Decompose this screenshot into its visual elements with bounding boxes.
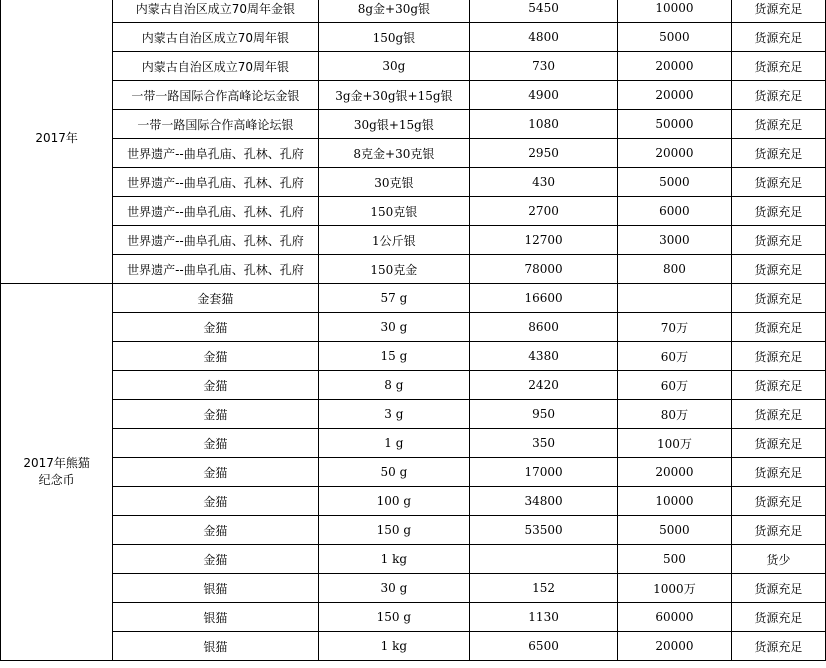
table-row [1,545,826,574]
price-cell: 53500 [470,516,618,545]
stock-status-cell: 货源充足 [731,603,825,632]
spec-cell: 30 g [318,574,469,603]
coin-name-cell: 内蒙古自治区成立70周年银 [113,23,318,52]
stock-status-cell: 货源充足 [731,52,825,81]
spec-cell: 30g [318,52,469,81]
coin-name-cell: 世界遗产--曲阜孔庙、孔林、孔府 [113,168,318,197]
quantity-cell: 20000 [618,52,732,81]
coin-name-cell: 银猫 [113,574,318,603]
stock-status-cell: 货源充足 [731,284,825,313]
quantity-cell: 800 [618,255,732,284]
price-cell: 1080 [470,110,618,139]
quantity-cell: 20000 [618,139,732,168]
table-row [1,429,826,458]
price-cell: 2700 [470,197,618,226]
coin-name-cell: 金猫 [113,342,318,371]
price-cell: 4900 [470,81,618,110]
price-cell: 152 [470,574,618,603]
price-cell: 8600 [470,313,618,342]
price-cell: 730 [470,52,618,81]
table-body [1,0,826,661]
coin-name-cell: 世界遗产--曲阜孔庙、孔林、孔府 [113,139,318,168]
stock-status-cell: 货源充足 [731,516,825,545]
stock-status-cell: 货源充足 [731,429,825,458]
spec-cell: 150 g [318,603,469,632]
coin-name-cell: 世界遗产--曲阜孔庙、孔林、孔府 [113,197,318,226]
table-row [1,313,826,342]
quantity-cell: 6000 [618,197,732,226]
table-row [1,23,826,52]
spec-cell: 3 g [318,400,469,429]
coin-name-cell: 金猫 [113,371,318,400]
quantity-cell: 70万 [618,313,732,342]
quantity-cell: 60万 [618,371,732,400]
quantity-cell: 60000 [618,603,732,632]
spec-cell: 100 g [318,487,469,516]
quantity-cell: 5000 [618,168,732,197]
stock-status-cell: 货源充足 [731,197,825,226]
table-row [1,110,826,139]
stock-status-cell: 货源充足 [731,23,825,52]
coin-name-cell: 世界遗产--曲阜孔庙、孔林、孔府 [113,255,318,284]
coin-name-cell: 银猫 [113,603,318,632]
quantity-cell: 5000 [618,516,732,545]
spec-cell: 30 g [318,313,469,342]
price-cell: 16600 [470,284,618,313]
spec-cell: 1 g [318,429,469,458]
stock-status-cell: 货源充足 [731,342,825,371]
table-row [1,574,826,603]
table-row [1,197,826,226]
price-cell: 350 [470,429,618,458]
spec-cell: 15 g [318,342,469,371]
group-label-cell: 2017年 [1,0,113,284]
table-row [1,52,826,81]
quantity-cell: 3000 [618,226,732,255]
spec-cell: 150g银 [318,23,469,52]
spec-cell: 1公斤银 [318,226,469,255]
table-row [1,284,826,313]
table-row [1,603,826,632]
spec-cell: 57 g [318,284,469,313]
group-label-cell: 2017年熊猫纪念币 [1,284,113,661]
quantity-cell: 5000 [618,23,732,52]
price-cell [470,545,618,574]
stock-status-cell: 货源充足 [731,632,825,661]
stock-status-cell: 货源充足 [731,168,825,197]
price-cell: 950 [470,400,618,429]
table-row [1,255,826,284]
stock-status-cell: 货源充足 [731,110,825,139]
coin-name-cell: 金猫 [113,545,318,574]
stock-status-cell: 货源充足 [731,0,825,23]
spec-cell: 1 kg [318,545,469,574]
price-cell: 430 [470,168,618,197]
spec-cell: 150 g [318,516,469,545]
spec-cell: 1 kg [318,632,469,661]
stock-status-cell: 货源充足 [731,81,825,110]
table-row [1,81,826,110]
price-cell: 2950 [470,139,618,168]
spec-cell: 150克金 [318,255,469,284]
coin-name-cell: 世界遗产--曲阜孔庙、孔林、孔府 [113,226,318,255]
price-cell: 4800 [470,23,618,52]
quantity-cell: 20000 [618,458,732,487]
quantity-cell: 10000 [618,0,732,23]
spec-cell: 8 g [318,371,469,400]
spec-cell: 3g金+30g银+15g银 [318,81,469,110]
quantity-cell: 100万 [618,429,732,458]
stock-status-cell: 货源充足 [731,255,825,284]
coin-name-cell: 金猫 [113,313,318,342]
coin-name-cell: 银猫 [113,632,318,661]
price-cell: 6500 [470,632,618,661]
price-cell: 5450 [470,0,618,23]
coin-name-cell: 金猫 [113,516,318,545]
spec-cell: 8g金+30g银 [318,0,469,23]
spec-cell: 8克金+30克银 [318,139,469,168]
stock-status-cell: 货源充足 [731,226,825,255]
stock-status-cell: 货少 [731,545,825,574]
coin-name-cell: 金猫 [113,458,318,487]
price-cell: 34800 [470,487,618,516]
spec-cell: 30g银+15g银 [318,110,469,139]
coin-name-cell: 内蒙古自治区成立70周年金银 [113,0,318,23]
quantity-cell: 10000 [618,487,732,516]
coin-name-cell: 一带一路国际合作高峰论坛金银 [113,81,318,110]
quantity-cell: 80万 [618,400,732,429]
coin-name-cell: 一带一路国际合作高峰论坛银 [113,110,318,139]
table-row [1,168,826,197]
table-row [1,632,826,661]
coin-name-cell: 金套猫 [113,284,318,313]
price-cell: 12700 [470,226,618,255]
quantity-cell: 20000 [618,81,732,110]
stock-status-cell: 货源充足 [731,313,825,342]
price-cell: 2420 [470,371,618,400]
quantity-cell: 60万 [618,342,732,371]
quantity-cell: 50000 [618,110,732,139]
table-row [1,487,826,516]
stock-status-cell: 货源充足 [731,400,825,429]
stock-status-cell: 货源充足 [731,139,825,168]
table-row [1,516,826,545]
price-cell: 17000 [470,458,618,487]
stock-status-cell: 货源充足 [731,371,825,400]
spec-cell: 150克银 [318,197,469,226]
table-row [1,226,826,255]
table-row [1,458,826,487]
table-row [1,139,826,168]
quantity-cell [618,284,732,313]
coin-name-cell: 金猫 [113,429,318,458]
table-row [1,0,826,23]
spec-cell: 30克银 [318,168,469,197]
price-cell: 78000 [470,255,618,284]
quantity-cell: 1000万 [618,574,732,603]
table-row [1,400,826,429]
table-row [1,342,826,371]
stock-status-cell: 货源充足 [731,574,825,603]
coin-name-cell: 金猫 [113,400,318,429]
quantity-cell: 500 [618,545,732,574]
table-row [1,371,826,400]
coin-name-cell: 金猫 [113,487,318,516]
quantity-cell: 20000 [618,632,732,661]
price-cell: 4380 [470,342,618,371]
price-cell: 1130 [470,603,618,632]
stock-status-cell: 货源充足 [731,487,825,516]
spec-cell: 50 g [318,458,469,487]
coin-name-cell: 内蒙古自治区成立70周年银 [113,52,318,81]
stock-status-cell: 货源充足 [731,458,825,487]
